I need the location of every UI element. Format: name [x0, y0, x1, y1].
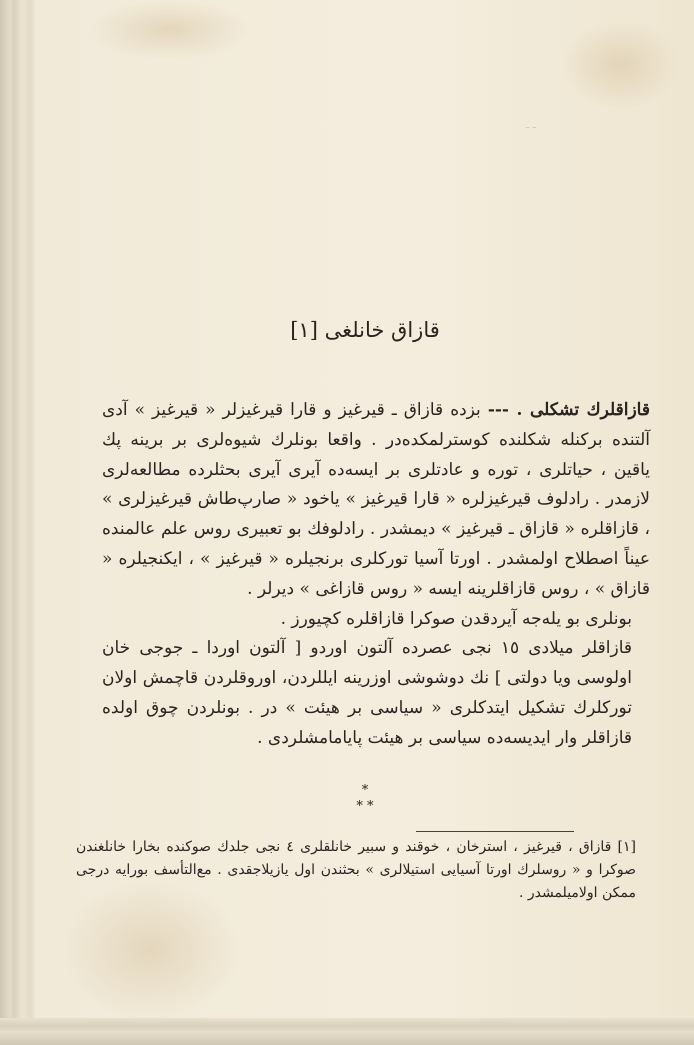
footnote-text: [١] قازاق ، قيرغيز ، استرخان ، خوقند و سبير خانلقلری ٤ نجی جلدك صوكنده بخارا خانلغندن صوكرا و « روسلرك اورتا آسيايی استيلالری » بحثندن اول يازيلاجقدی . مع‌التأسف بورايه درجی ممكن اولاميلمشدر .	[76, 839, 636, 901]
document-page	[36, 0, 694, 1018]
paragraph-text: بونلری بو يله‌جه آيردقدن صوكرا قازاقلره كچيورز .	[280, 608, 632, 629]
paragraph-text: بزده قازاق ـ قيرغيز و قارا قيرغيزلر « قيرغيز » آدی آلتنده بركنله شكلنده كوسترلمكده‌در . واقعا بونلرك شيوه‌لری بر برينه پك ياقين ، حياتلری ، توره و عادتلری بر ايسه‌ده آيری آيری بحثلرده مطالعه‌لری لازمدر . رادلوف قيرغيزلره « قارا قيرغيز » ياخود « صارپ‌طاش قيرغيزلری » ، قازاقلره « قازاق ـ قيرغيز » ديمشدر . رادلوفك بو تعبيری روس علم عالمنده عيناً اصطلاح اولمشدر . اورتا آسيا توركلری برنجيلره « قيرغيز » ، ايكنجيلره « قازاق » ، روس قازاقلرينه ايسه « روس قازاغی » ديرلر .	[102, 400, 650, 599]
footnote-rule	[416, 831, 574, 832]
paragraph	[102, 605, 650, 635]
paragraph-heading: قازاقلرك تشكلی . ---	[487, 400, 650, 420]
footnote	[76, 836, 636, 905]
bleed-through-text: ـ ـ	[526, 118, 536, 131]
page-stack-left-edge	[0, 0, 36, 1045]
body-text	[102, 396, 650, 754]
page-title: قازاق خانلغی [١]	[290, 318, 440, 342]
page-stack-bottom-edge	[0, 1018, 694, 1045]
paragraph-text: قازاقلر ميلادی ١٥ نجی عصرده آلتون اوردو [ آلتون اوردا ـ جوجی خان اولوسی ويا دولتی ] نك دوشوشی اوزرينه ايللردن، اوروقلردن قاچمش اولان توركلرك تشكيل ايتدكلری « سياسی بر هيئت » در . بونلردن چوق اولده قازاقلر وار ايديسه‌ده سياسی بر هيئت پايامامشلردی .	[102, 638, 633, 748]
section-separator-stars: * *	[356, 799, 374, 814]
section-separator-star: *	[361, 783, 369, 798]
paragraph	[102, 634, 650, 753]
paragraph	[102, 396, 650, 605]
